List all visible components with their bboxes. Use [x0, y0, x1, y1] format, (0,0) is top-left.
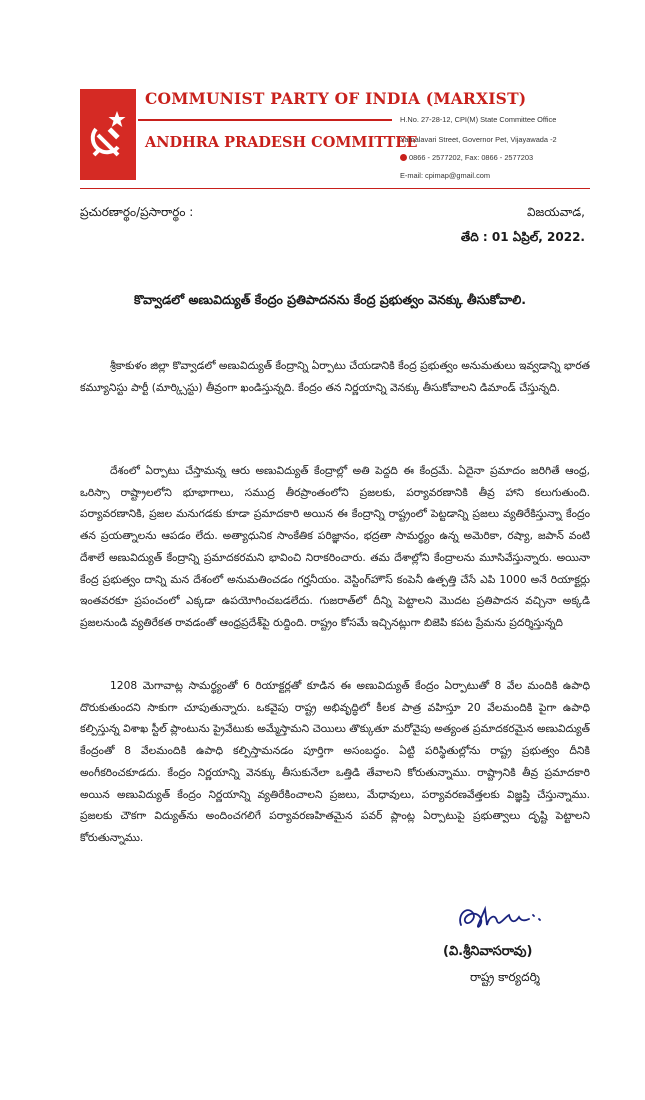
signatory-name: (వి.శ్రీనివాసరావు) — [443, 944, 533, 959]
date: తేది : 01 ఏప్రిల్, 2022. — [460, 230, 585, 244]
publication-label: ప్రచురణార్థం/ప్రసారార్థం : — [80, 205, 194, 219]
committee-name: ANDHRA PRADESH COMMITTEE — [145, 134, 418, 151]
handwritten-signature-icon — [455, 897, 545, 941]
address-line-2: Yamalavari Street, Governor Pet, Vijayawada -2 — [400, 135, 557, 144]
signatory-role: రాష్ట్ర కార్యదర్శి — [470, 970, 540, 984]
place: విజయవాడ, — [526, 205, 585, 219]
email-line: E-mail: cpimap@gmail.com — [400, 171, 491, 180]
phone-line — [400, 153, 533, 162]
phone-icon — [400, 154, 407, 161]
body-paragraph-1: శ్రీకాకుళం జిల్లా కొవ్వాడలో అణువిద్యుత్ కేంద్రాన్ని ఏర్పాటు చేయడానికి కేంద్ర ప్రభుత్వం అనుమతులు ఇవ్వడాన్ని భారత కమ్యూనిస్టు పార్టీ (మార్క్సిస్టు) తీవ్రంగా ఖండిస్తున్నది. కేంద్రం తన నిర్ణయాన్ని వెనక్కు తీసుకోవాలని డిమాండ్ చేస్తున్నది. — [80, 359, 590, 394]
letterhead-rule — [138, 119, 392, 121]
org-name: COMMUNIST PARTY OF INDIA (MARXIST) — [145, 89, 527, 108]
phone-text: 0866 - 2577202, Fax: 0866 - 2577203 — [409, 153, 534, 162]
party-logo — [80, 89, 136, 180]
press-release-title: కొవ్వాడలో అణువిద్యుత్ కేంద్రం ప్రతిపాదనను కేంద్ర ప్రభుత్వం వెనక్కు తీసుకోవాలి. — [134, 292, 526, 307]
body-paragraph-3: 1208 మెగావాట్ల సామర్థ్యంతో 6 రియాక్టర్లతో కూడిన ఈ అణువిద్యుత్ కేంద్రం ఏర్పాటుతో 8 వేల మందికి ఉపాధి దొరుకుతుందని సాకుగా చూపుతున్నారు. ఒకవైపు రాష్ట్ర అభివృద్ధిలో కీలక పాత్ర వహిస్తూ 20 వేలమందికి పైగా ఉపాధి కల్పిస్తున్న విశాఖ స్టీల్ ప్లాంటును ప్రైవేటుకు అమ్మేస్తామని చెయిలు తొక్కుతూ మరోవైపు అత్యంత ప్రమాదకరమైన అణువిద్యుత్ కేంద్రంతో 8 వేలమందికి ఉపాధి కల్పిస్తామనడం పూర్తిగా అసంబద్ధం. ఏట్టి పరిస్థితుల్లోను రాష్ట్ర ప్రభుత్వం దీనికి అంగీకరించకూడదు. కేంద్రం నిర్ణయాన్ని వెనక్కు తీసుకునేలా ఒత్తిడి తేవాలని కోరుతున్నాము. రాష్ట్రానికి తీవ్ర ప్రమాదకారి అయిన అణువిద్యుత్ కేంద్రం నిర్ణయాన్ని వ్యతిరేకించాలని ప్రజలు, మేధావులు, పర్యావరణవేత్తలకు విజ్ఞప్తి చేస్తున్నాము. ప్రజలకు చౌకగా విద్యుత్‌ను అందించగలిగే పర్యావరణహితమైన పవర్ ప్లాంట్ల ఏర్పాటుపై ప్రభుత్వాలు దృష్టి పెట్టాలని కోరుతున్నాము. — [80, 679, 590, 844]
header-divider — [80, 188, 590, 189]
hammer-sickle-star-icon — [86, 109, 130, 165]
address-line-1: H.No. 27-28-12, CPI(M) State Committee Office — [400, 115, 557, 124]
body-paragraph-2: దేశంలో ఏర్పాటు చేస్తామన్న ఆరు అణువిద్యుత్ కేంద్రాల్లో అతి పెద్దది ఈ కేంద్రమే. ఏదైనా ప్రమాదం జరిగితే ఆంధ్ర, ఒరిస్సా రాష్ట్రాలలోని భూభాగాలు, సముద్ర తీరప్రాంతంలోని ప్రజలకు, పర్యావరణానికి తీవ్ర హాని కలుగుతుంది. పర్యావరణానికి, ప్రజల మనుగడకు కూడా ప్రమాదకారి అయిన ఈ కేంద్రాన్ని రాష్ట్రంలో పెట్టడాన్ని ప్రజలు వ్యతిరేకిస్తున్నా కేంద్రం తన ప్రయత్నాలను ఆపడం లేదు. అత్యాధునిక సాంకేతిక పరిజ్ఞానం, భద్రతా సామర్థ్యం ఉన్న అమెరికా, రష్యా, జపాన్ వంటి దేశాలే అణువిద్యుత్ కేంద్రాన్ని ప్రమాదకరమని భావించి నిరాకరించారు. తమ దేశాల్లోని కేంద్రాలను మూసివేస్తున్నారు. అయినా కేంద్ర ప్రభుత్వం దాన్ని మన దేశంలో అనుమతించడం గర్హనీయం. వెస్టింగ్‌హౌస్ కంపెనీ ఉత్పత్తి చేసే ఎపి 1000 అనే రియాక్టర్లు ఇంతవరకూ ప్రపంచంలో ఎక్కడా ఉపయోగించబడలేదు. గుజరాత్‌లో దీన్ని పెట్టాలని మొదట ప్రతిపాదన వచ్చినా అక్కడి ప్రజలనుండి వ్యతిరేకత రావడంతో ఆంధ్రప్రదేశ్‌పై రుద్దింది. రాష్ట్రం కోసమే ఇచ్చినట్లుగా బిజెపి కపట ప్రేమను ప్రదర్శిస్తున్నది — [80, 464, 590, 629]
